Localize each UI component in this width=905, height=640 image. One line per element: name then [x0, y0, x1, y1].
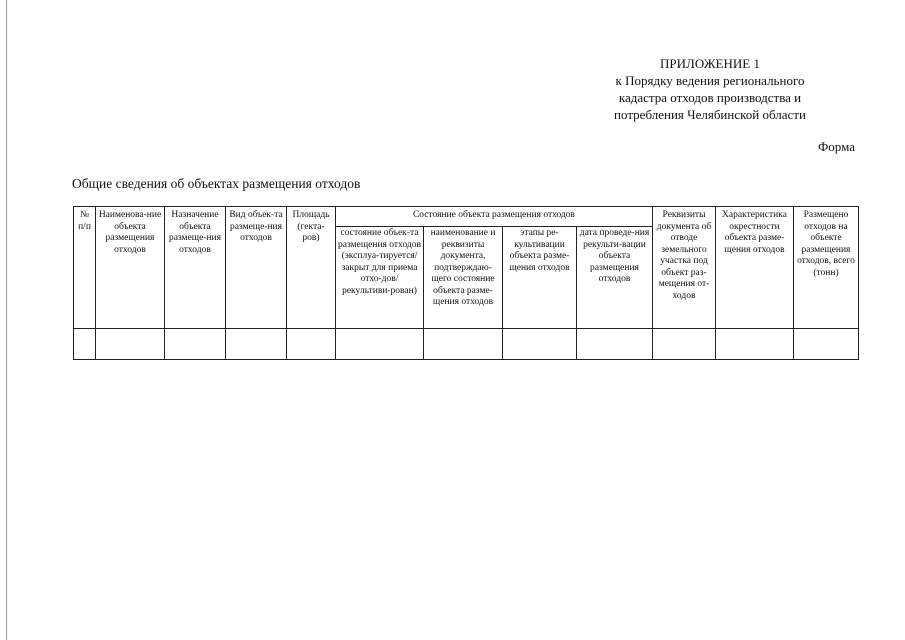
header-recultivation-stages: этапы ре-культивации объекта разме-щения отходов [503, 227, 577, 329]
header-site-name: Наименова-ние объекта размещения отходов [96, 207, 165, 329]
table-cell [503, 329, 577, 360]
table-cell [165, 329, 226, 360]
table-cell [716, 329, 794, 360]
form-label: Форма [818, 139, 855, 154]
header-site-state: состояние объек-та размещения отходов (эксплуа-тируется/ закрыт для приема отхо-дов/ рекультиви-рован) [336, 227, 424, 329]
header-state-document: наименование и реквизиты документа, подтверждаю-щего состояние объекта разме-щения отходов [424, 227, 503, 329]
header-area: Площадь (гекта-ров) [287, 207, 336, 329]
table-header-row [74, 207, 859, 227]
table-cell [287, 329, 336, 360]
table-cell [653, 329, 716, 360]
table-cell [424, 329, 503, 360]
waste-sites-table [73, 206, 859, 360]
header-land-requisites: Реквизиты документа об отводе земельного участка под объект раз-мещения от-ходов [653, 207, 716, 329]
table-cell [74, 329, 96, 360]
header-number: № п/п [74, 207, 96, 329]
appendix-line: к Порядку ведения регионального [615, 73, 805, 88]
table-cell [577, 329, 653, 360]
table-cell [226, 329, 287, 360]
table-cell [794, 329, 859, 360]
table-row [74, 329, 859, 360]
header-vicinity: Характеристика окрестности объекта разме-щения отходов [716, 207, 794, 329]
table-cell [96, 329, 165, 360]
appendix-heading [560, 55, 860, 123]
appendix-line: потребления Челябинской области [614, 107, 806, 122]
header-site-state-group: Состояние объекта размещения отходов [336, 207, 653, 227]
appendix-number: ПРИЛОЖЕНИЕ 1 [660, 56, 760, 71]
header-waste-placed: Размещено отходов на объекте размещения отходов, всего (тонн) [794, 207, 859, 329]
header-recultivation-date: дата проведе-ния рекульти-вации объекта размещения отходов [577, 227, 653, 329]
header-site-purpose: Назначение объекта размеще-ния отходов [165, 207, 226, 329]
appendix-line: кадастра отходов производства и [618, 90, 802, 105]
document-title: Общие сведения об объектах размещения отходов [72, 176, 361, 191]
header-site-type: Вид объек-та размеще-ния отходов [226, 207, 287, 329]
page-edge-line [6, 0, 7, 640]
table-cell [336, 329, 424, 360]
